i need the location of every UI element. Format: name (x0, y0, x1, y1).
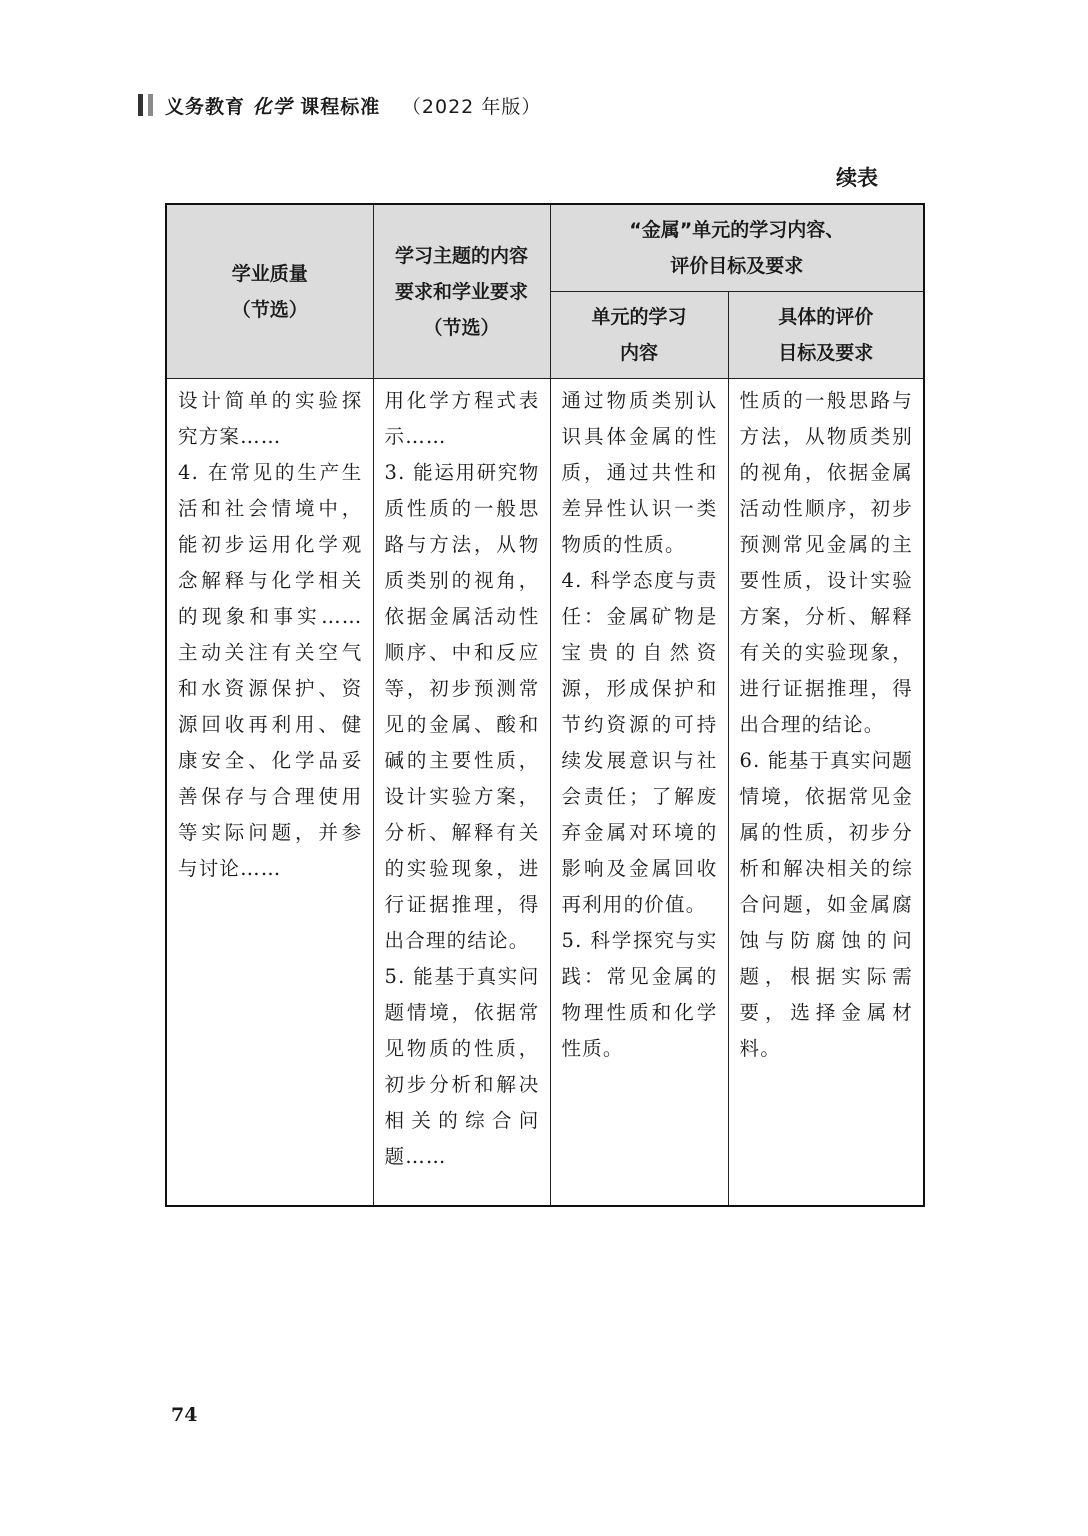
header-evaluation-goals: 具体的评价 目标及要求 (728, 292, 924, 379)
header-title-part2: 课程标准 (300, 95, 381, 118)
header-bar-dark (138, 94, 143, 116)
header-theme-requirements: 学习主题的内容 要求和学业要求 （节选） (373, 204, 550, 379)
header-bar-light (148, 94, 153, 116)
paragraph: 5. 科学探究与实践：常见金属的物理性质和化学性质。 (561, 929, 718, 1060)
header-academic-quality: 学业质量 （节选） (166, 204, 373, 379)
header-unit-content: 单元的学习 内容 (550, 292, 728, 379)
header-bars-decoration (138, 94, 153, 116)
page-number: 74 (171, 1404, 198, 1426)
running-header (138, 92, 541, 118)
cell-theme-requirements (373, 379, 550, 1207)
running-header-title (165, 92, 541, 119)
paragraph: 3. 能运用研究物质性质的一般思路与方法，从物质类别的视角，依据金属活动性顺序、中和反应等，初步预测常见的金属、酸和碱的主要性质，设计实验方案，分析、解释有关的实验现象，进行证据推理，得出合理的结论。 (384, 461, 540, 952)
paragraph: 5. 能基于真实问题情境，依据常见物质的性质，初步分析和解决相关的综合问题…… (384, 965, 540, 1168)
paragraph: 6. 能基于真实问题情境，依据常见金属的性质，初步分析和解决相关的综合问题，如金属腐蚀与防腐蚀的问题，根据实际需要，选择金属材料。 (739, 749, 914, 1060)
paragraph: 用化学方程式表示…… (384, 389, 540, 448)
paragraph: 4. 科学态度与责任：金属矿物是宝贵的自然资源，形成保护和节约资源的可持续发展意识与社会责任；了解废弃金属对环境的影响及金属回收再利用的价值。 (561, 569, 718, 916)
standards-table (165, 203, 925, 1207)
cell-unit-content (550, 379, 728, 1207)
paragraph: 设计简单的实验探究方案…… (178, 389, 363, 448)
paragraph: 通过物质类别认识具体金属的性质，通过共性和差异性认识一类物质的性质。 (561, 389, 718, 556)
paragraph: 性质的一般思路与方法，从物质类别的视角，依据金属活动性顺序，初步预测常见金属的主要性质，设计实验方案，分析、解释有关的实验现象，进行证据推理，得出合理的结论。 (739, 389, 914, 736)
header-metal-unit-group: “金属”单元的学习内容、 评价目标及要求 (550, 204, 924, 292)
header-title-part1: 义务教育 (165, 95, 246, 118)
cell-academic-quality (166, 379, 373, 1207)
header-title-subject: 化学 (252, 95, 293, 118)
continued-table-label: 续表 (836, 166, 878, 190)
header-edition: （2022 年版） (401, 95, 542, 118)
paragraph: 4. 在常见的生产生活和社会情境中，能初步运用化学观念解释与化学相关的现象和事实……主动关注有关空气和水资源保护、资源回收再利用、健康安全、化学品妥善保存与合理使用等实际问题，并参与讨论…… (178, 461, 363, 880)
cell-evaluation-goals (728, 379, 924, 1207)
